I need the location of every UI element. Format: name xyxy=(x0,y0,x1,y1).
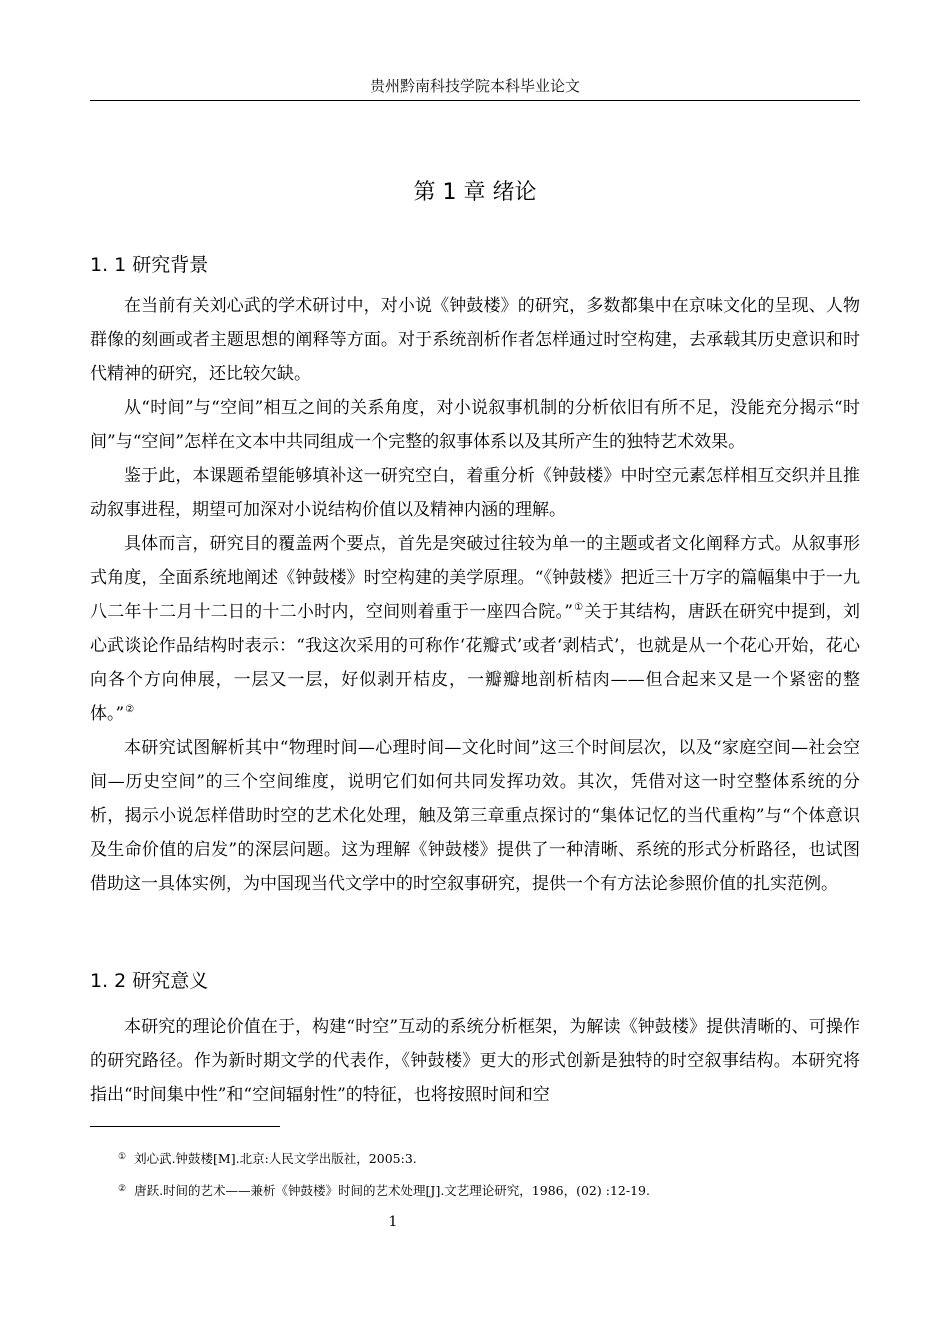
section-body-background xyxy=(90,289,860,901)
footnote-ref: ① xyxy=(573,602,584,613)
paragraph: 本研究的理论价值在于，构建“时空”互动的系统分析框架，为解读《钟鼓楼》提供清晰的、可操作的研究路径。作为新时期文学的代表作，《钟鼓楼》更大的形式创新是独特的时空叙事结构。本研究将指出“时间集中性”和“空间辐射性”的特征，也将按照时间和空 xyxy=(90,1017,860,1105)
paragraph: 在当前有关刘心武的学术研讨中，对小说《钟鼓楼》的研究，多数都集中在京味文化的呈现、人物群像的刻画或者主题思想的阐释等方面。对于系统剖析作者怎样通过时空构建，去承载其历史意识和时代精神的研究，还比较欠缺。 xyxy=(90,296,860,384)
paragraph: 从“时间”与“空间”相互之间的关系角度，对小说叙事机制的分析依旧有所不足，没能充分揭示“时间”与“空间”怎样在文本中共同组成一个完整的叙事体系以及其所产生的独特艺术效果。 xyxy=(90,398,860,452)
running-header: 贵州黔南科技学院本科毕业论文 xyxy=(369,77,580,95)
section-heading-background: 1. 1 研究背景 xyxy=(90,254,209,276)
section-heading-significance: 1. 2 研究意义 xyxy=(90,970,209,992)
footnote xyxy=(118,1180,858,1200)
header-rule xyxy=(90,100,860,101)
paragraph: 本研究试图解析其中“物理时间—心理时间—文化时间”这三个时间层次，以及“家庭空间—社会空间—历史空间”的三个空间维度，说明它们如何共同发挥功效。其次，凭借对这一时空整体系统的分析，揭示小说怎样借助时空的艺术化处理，触及第三章重点探讨的“集体记忆的当代重构”与“个体意识及生命价值的启发”的深层问题。这为理解《钟鼓楼》提供了一种清晰、系统的形式分析路径，也试图借助这一具体实例，为中国现当代文学中的时空叙事研究，提供一个有方法论参照价值的扎实范例。 xyxy=(90,738,860,894)
section-body-significance xyxy=(90,1010,860,1112)
chapter-title: 第 1 章 绪论 xyxy=(413,180,537,205)
paragraph xyxy=(90,527,860,731)
footnote-ref: ② xyxy=(125,704,135,715)
footnote-text: 刘心武.钟鼓楼[M].北京:人民文学出版社，2005:3. xyxy=(134,1151,417,1166)
footnote xyxy=(118,1148,858,1168)
footnote-mark: ② xyxy=(118,1184,127,1194)
footnote-mark: ① xyxy=(118,1152,127,1162)
page-number: 1 xyxy=(388,1214,398,1230)
footnote-rule xyxy=(90,1126,280,1127)
paragraph: 鉴于此，本课题希望能够填补这一研究空白，着重分析《钟鼓楼》中时空元素怎样相互交织并且推动叙事进程，期望可加深对小说结构价值以及精神内涵的理解。 xyxy=(90,466,860,520)
footnote-text: 唐跃.时间的艺术——兼析《钟鼓楼》时间的艺术处理[J].文艺理论研究，1986，(02) :12-19. xyxy=(134,1183,650,1198)
paragraph-text: 具体而言，研究目的覆盖两个要点，首先是突破过往较为单一的主题或者文化阐释方式。从叙事形式角度，全面系统地阐述《钟鼓楼》时空构建的美学原理。“《钟鼓楼》把近三十万字的篇幅集中于一九八二年十二月十二日的十二小时内，空间则着重于一座四合院。” xyxy=(90,534,860,622)
paragraph-text: 关于其结构，唐跃在研究中提到，刘心武谈论作品结构时表示：“我这次采用的可称作‘花瓣式’或者‘剥桔式’，也就是从一个花心开始，花心向各个方向伸展，一层又一层，好似剥开桔皮，一瓣瓣地剖析桔肉——但合起来又是一个紧密的整体。” xyxy=(90,602,860,724)
